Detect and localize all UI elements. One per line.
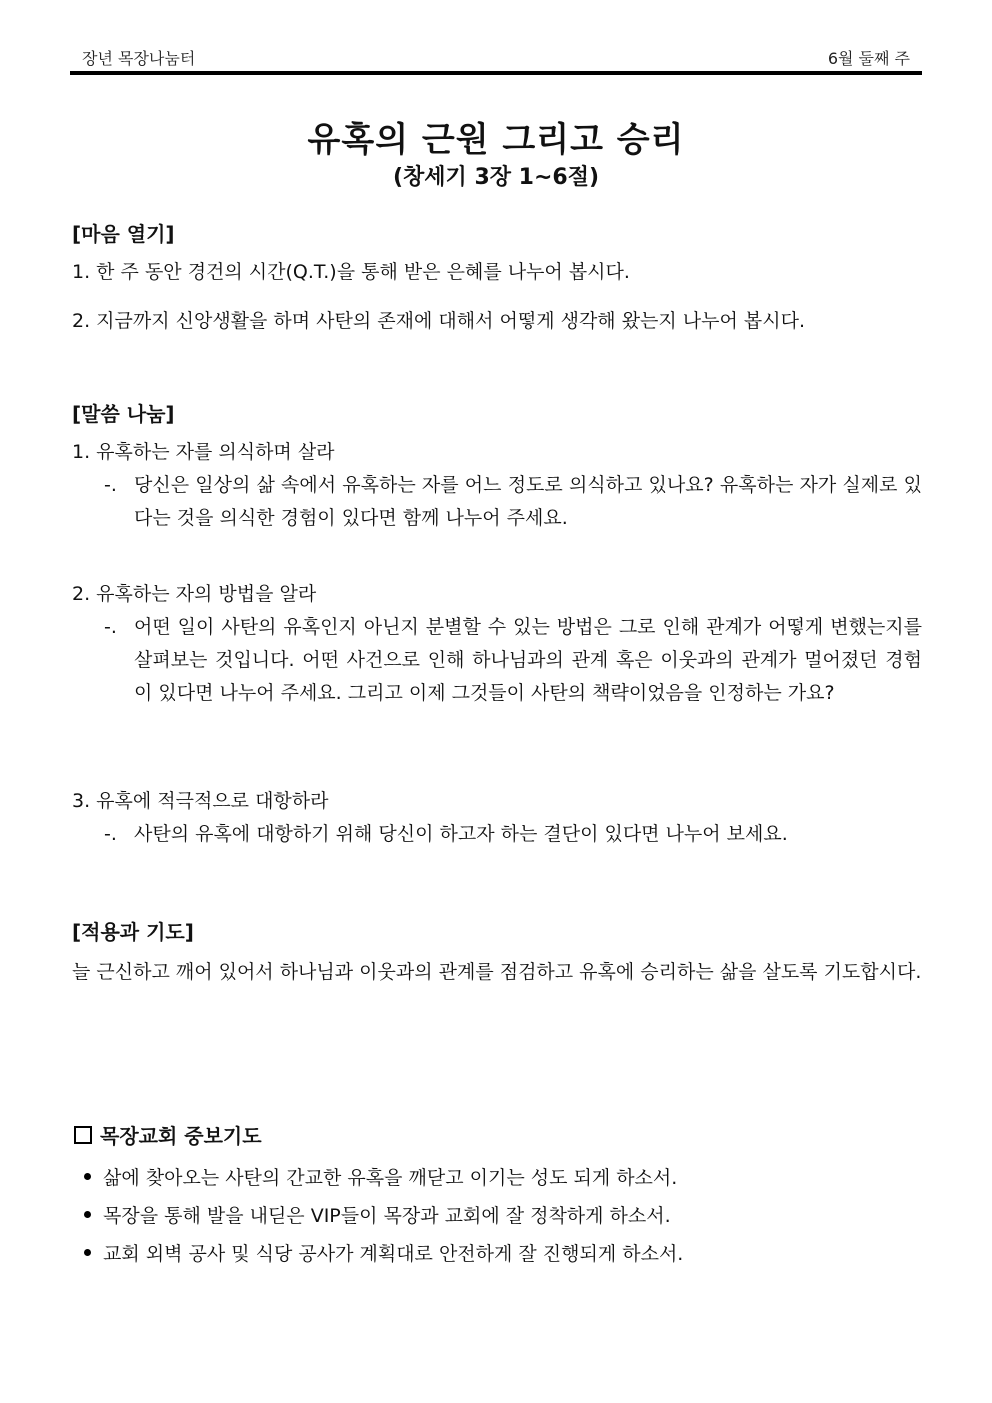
opening-item-1: 1. 한 주 동안 경건의 시간(Q.T.)을 통해 받은 은혜를 나누어 봅시다. (72, 261, 630, 283)
question-text: 사탄의 유혹에 대항하기 위해 당신이 하고자 하는 결단이 있다면 나누어 보세요. (134, 823, 788, 845)
prayer-item-text: 삶에 찾아오는 사탄의 간교한 유혹을 깨닫고 이기는 성도 되게 하소서. (103, 1167, 678, 1189)
header-right-label: 6월 둘째 주 (827, 49, 910, 68)
opening-item-2: 2. 지금까지 신앙생활을 하며 사탄의 존재에 대해서 어떻게 생각해 왔는지 나누어 봅시다. (72, 310, 805, 332)
sharing-point-2-question (104, 611, 922, 710)
prayer-heading-text: 목장교회 중보기도 (100, 1124, 262, 1148)
prayer-heading (72, 1120, 262, 1149)
sharing-point-2-title: 2. 유혹하는 자의 방법을 알라 (72, 583, 317, 605)
prayer-item (84, 1163, 922, 1193)
prayer-item (84, 1239, 922, 1269)
sharing-point-3-question (104, 818, 922, 851)
prayer-item (84, 1201, 922, 1231)
section-heading-sharing: [말씀 나눔] (72, 402, 175, 426)
prayer-item-text: 목장을 통해 발을 내딛은 VIP들이 목장과 교회에 잘 정착하게 하소서. (103, 1205, 671, 1227)
page-subtitle: (창세기 3장 1~6절) (392, 165, 600, 190)
header-divider (70, 71, 922, 75)
question-text: 어떤 일이 사탄의 유혹인지 아닌지 분별할 수 있는 방법은 그로 인해 관계가 어떻게 변했는지를 살펴보는 것입니다. 어떤 사건으로 인해 하나님과의 관계 혹은 이웃과의 관계가 멀어졌던 경험이 있다면 나누어 주세요. 그리고 이제 그것들이 사탄의 책략이었음을 인정하는 가요? (134, 616, 922, 704)
application-body: 늘 근신하고 깨어 있어서 하나님과 이웃과의 관계를 점검하고 유혹에 승리하는 삶을 살도록 기도합시다. (72, 961, 922, 983)
checkbox-icon (74, 1126, 92, 1144)
dash-marker: -. (104, 616, 117, 638)
bullet-icon (84, 1173, 91, 1180)
dash-marker: -. (104, 823, 117, 845)
bullet-icon (84, 1211, 91, 1218)
sharing-point-1-question (104, 469, 922, 535)
dash-marker: -. (104, 474, 117, 496)
section-heading-opening: [마음 열기] (72, 222, 175, 246)
sharing-point-3-title: 3. 유혹에 적극적으로 대항하라 (72, 790, 329, 812)
sharing-point-1-title: 1. 유혹하는 자를 의식하며 살라 (72, 441, 335, 463)
prayer-item-text: 교회 외벽 공사 및 식당 공사가 계획대로 안전하게 잘 진행되게 하소서. (103, 1243, 684, 1265)
page-header (72, 42, 920, 72)
header-left-label: 장년 목장나눔터 (82, 49, 196, 68)
bullet-icon (84, 1249, 91, 1256)
section-heading-application: [적용과 기도] (72, 920, 194, 944)
page-title: 유혹의 근원 그리고 승리 (307, 120, 685, 160)
question-text: 당신은 일상의 삶 속에서 유혹하는 자를 어느 정도로 의식하고 있나요? 유혹하는 자가 실제로 있다는 것을 의식한 경험이 있다면 함께 나누어 주세요. (134, 474, 922, 529)
